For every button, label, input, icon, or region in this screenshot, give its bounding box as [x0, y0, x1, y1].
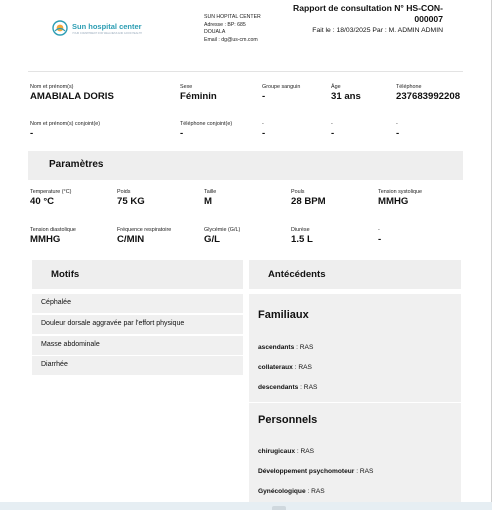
- patient-sex-field: [180, 84, 217, 103]
- param-label: Temperature (°C): [30, 189, 72, 195]
- param-glycemia: [204, 227, 240, 246]
- param-value: 40 °C: [30, 196, 55, 207]
- antecedent-row: [258, 364, 312, 371]
- extra-field-1: [262, 121, 265, 140]
- antecedent-value: : RAS: [295, 448, 315, 455]
- param-label: Tension diastolique: [30, 227, 76, 233]
- section-title: Motifs: [51, 269, 80, 280]
- param-value: MMHG: [378, 196, 409, 207]
- antecedent-row: [258, 344, 313, 351]
- section-title: Paramètres: [49, 159, 104, 170]
- antecedents-header: [249, 260, 461, 289]
- extra-field-3: [396, 121, 399, 140]
- motif-item: [32, 315, 243, 334]
- section-title: Antécédents: [268, 269, 326, 280]
- antecedent-value: : RAS: [298, 384, 318, 391]
- logo-tagline: YOUR COMMITMENT FOR WELLNESS AND GOOD HEALTH: [72, 31, 142, 35]
- antecedent-key: chirugicaux: [258, 448, 296, 455]
- motif-text: Douleur dorsale aggravée par l'effort physique: [41, 320, 185, 327]
- param-systolic: [378, 189, 422, 208]
- antecedent-row: [258, 488, 325, 495]
- param-value: -: [378, 234, 382, 245]
- patient-blood: -: [262, 91, 266, 102]
- antecedent-row: [258, 384, 317, 391]
- param-value: MMHG: [30, 234, 61, 245]
- patient-name-field: [30, 84, 114, 103]
- param-value: C/MIN: [117, 234, 145, 245]
- param-label: Glycémie (G/L): [204, 227, 241, 233]
- antecedent-key: Gynécologique: [258, 488, 306, 495]
- report-meta: Fait le : 18/03/2025 Par : M. ADMIN ADMIN: [312, 27, 443, 34]
- field-label: -: [262, 121, 264, 127]
- hospital-info: [204, 14, 261, 44]
- param-label: Diurèse: [291, 227, 310, 233]
- patient-phone: 237683992208: [396, 91, 461, 102]
- patient-sex: Féminin: [180, 91, 217, 102]
- motif-text: Diarrhée: [41, 361, 68, 368]
- hospital-email: Email : dg@us-cm.com: [204, 36, 258, 43]
- field-value: -: [331, 128, 335, 139]
- spouse-phone: -: [180, 128, 184, 139]
- field-label: Nom et prénom(s) conjoint(e): [30, 121, 101, 127]
- patient-blood-field: [262, 84, 300, 103]
- motif-item: [32, 356, 243, 375]
- header-divider: [28, 71, 463, 72]
- patient-age: 31 ans: [331, 91, 361, 102]
- param-label: Fréquence respiratoire: [117, 227, 172, 233]
- scroll-handle[interactable]: [272, 506, 286, 510]
- patient-phone-field: [396, 84, 460, 103]
- antecedents-familiaux: [249, 294, 461, 402]
- field-label: Téléphone: [396, 84, 422, 90]
- hospital-name: SUN HOPITAL CENTER: [204, 14, 261, 20]
- field-label: Groupe sanguin: [262, 84, 301, 90]
- antecedent-key: ascendants: [258, 344, 295, 351]
- report-header: [283, 3, 443, 36]
- field-label: Sexe: [180, 84, 193, 90]
- extra-field-2: [331, 121, 334, 140]
- subsection-title: Familiaux: [258, 309, 309, 321]
- param-height: [204, 189, 216, 208]
- field-value: -: [396, 128, 400, 139]
- antecedent-value: : RAS: [294, 344, 314, 351]
- param-temperature: [30, 189, 71, 208]
- antecedent-row: [258, 468, 373, 475]
- field-label: Âge: [331, 84, 341, 90]
- field-label: -: [331, 121, 333, 127]
- subsection-title: Personnels: [258, 414, 318, 426]
- sun-logo-icon: [52, 20, 68, 36]
- hospital-logo: [52, 18, 142, 38]
- patient-age-field: [331, 84, 361, 103]
- antecedent-key: descendants: [258, 384, 299, 391]
- param-value: 75 KG: [117, 196, 145, 207]
- motif-item: [32, 294, 243, 313]
- param-value: 1.5 L: [291, 234, 313, 245]
- motif-item: [32, 336, 243, 355]
- patient-name: AMABIALA DORIS: [30, 91, 114, 102]
- antecedent-value: : RAS: [292, 364, 312, 371]
- field-label: Nom et prénom(s): [30, 84, 74, 90]
- motif-text: Céphalée: [41, 299, 71, 306]
- hospital-city: DOUALA: [204, 29, 226, 36]
- param-extra: [378, 227, 381, 246]
- antecedent-key: Développement psychomoteur: [258, 468, 355, 475]
- motif-text: Masse abdominale: [41, 341, 100, 348]
- antecedents-personnels: [249, 403, 461, 502]
- param-label: Pouls: [291, 189, 305, 195]
- param-value: 28 BPM: [291, 196, 326, 207]
- param-value: G/L: [204, 234, 220, 245]
- param-respiratory-rate: [117, 227, 171, 246]
- logo-name: Sun hospital center: [72, 21, 142, 31]
- antecedent-value: : RAS: [354, 468, 374, 475]
- motifs-header: [32, 260, 243, 289]
- antecedent-value: : RAS: [305, 488, 325, 495]
- parametres-header: [28, 151, 463, 180]
- param-pulse: [291, 189, 326, 208]
- spouse-name: -: [30, 128, 34, 139]
- spouse-phone-field: [180, 121, 232, 140]
- param-value: M: [204, 196, 212, 207]
- hospital-address: Adresse : BP: 685: [204, 21, 246, 28]
- param-diuresis: [291, 227, 313, 246]
- param-weight: [117, 189, 145, 208]
- report-title: Rapport de consultation N° HS-CON-000007: [292, 3, 443, 24]
- antecedent-key: collateraux: [258, 364, 293, 371]
- param-label: Taille: [204, 189, 217, 195]
- antecedent-row: [258, 448, 314, 455]
- param-diastolic: [30, 227, 76, 246]
- field-label: Téléphone conjoint(e): [180, 121, 233, 127]
- param-label: -: [378, 227, 380, 233]
- field-value: -: [262, 128, 266, 139]
- viewer-bottom-bar: [0, 502, 492, 510]
- field-label: -: [396, 121, 398, 127]
- param-label: Poids: [117, 189, 131, 195]
- spouse-name-field: [30, 121, 100, 140]
- param-label: Tension systolique: [378, 189, 423, 195]
